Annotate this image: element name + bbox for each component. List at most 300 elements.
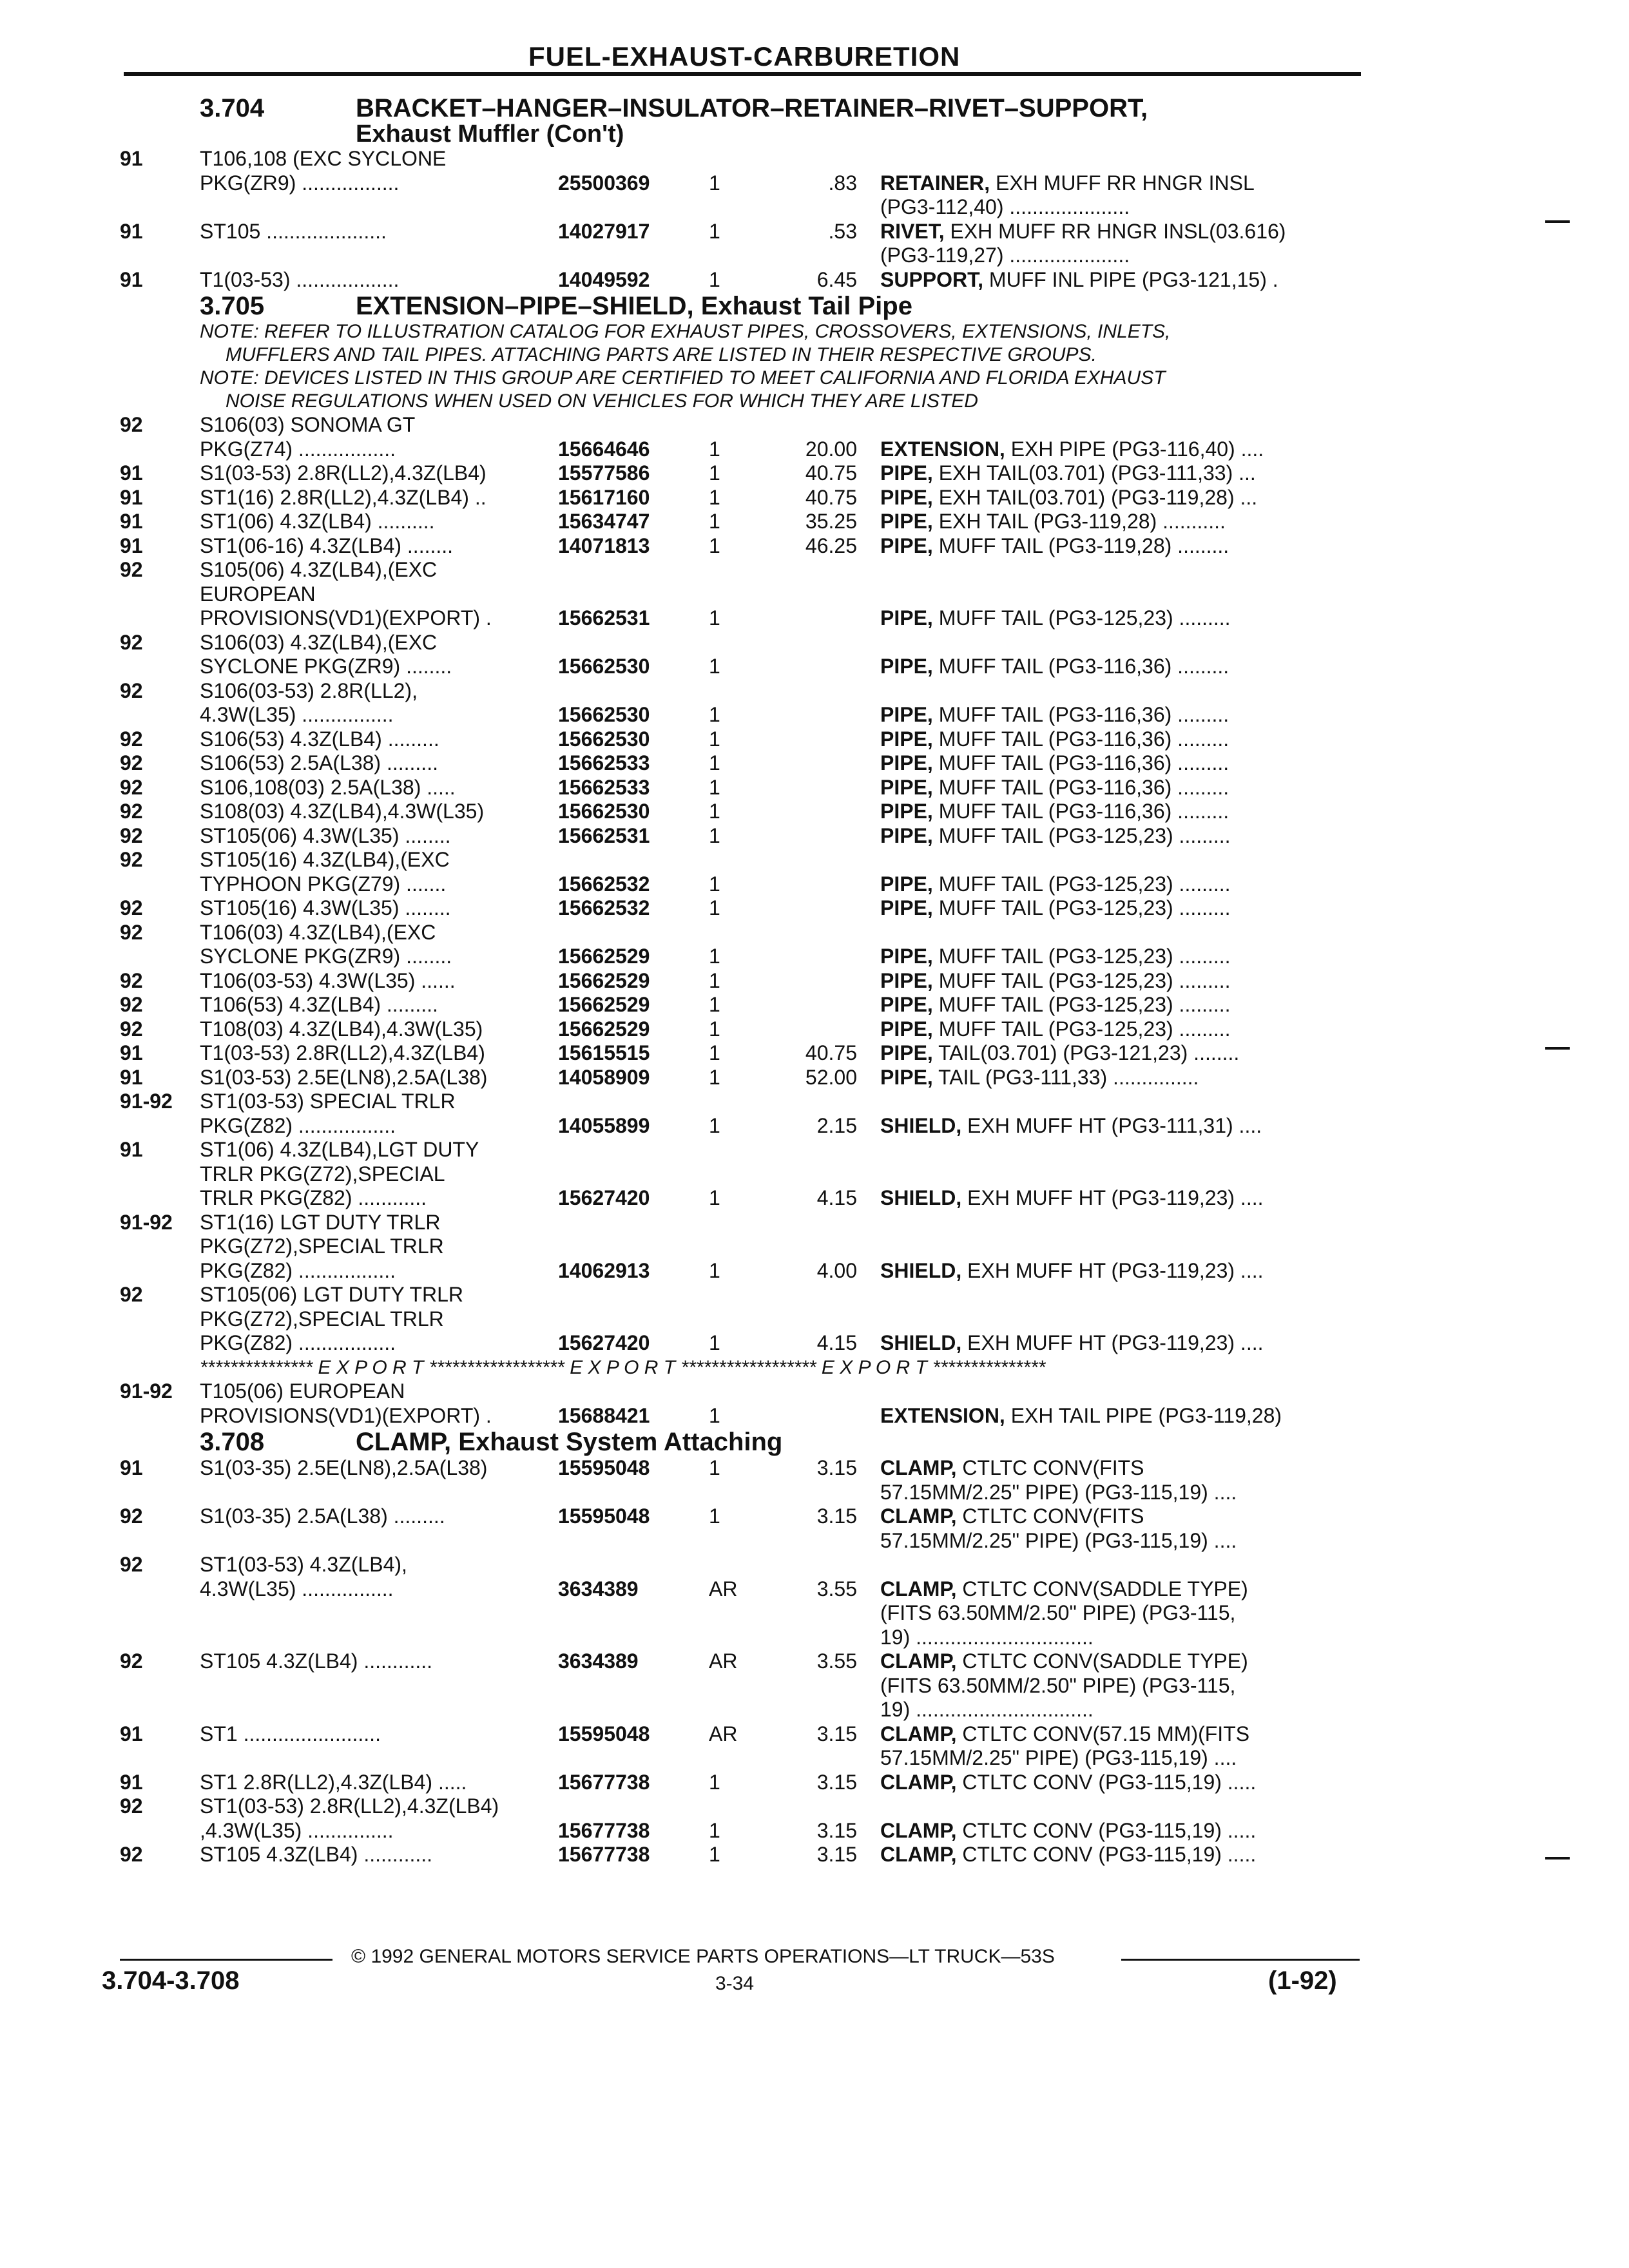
part-number: 3634389 bbox=[558, 1577, 639, 1600]
section-title: Exhaust Muffler (Con't) bbox=[356, 120, 624, 148]
part-name bbox=[880, 1722, 1249, 1747]
margin-mark bbox=[1545, 220, 1570, 223]
figure-number: 91 bbox=[120, 510, 143, 533]
usage-description: T105(06) EUROPEAN bbox=[200, 1379, 405, 1403]
part-number: 15662533 bbox=[558, 751, 650, 774]
quantity: 1 bbox=[709, 945, 720, 968]
figure-number: 92 bbox=[120, 1283, 143, 1306]
part-row bbox=[0, 1456, 1629, 1481]
part-name-detail: EXH MUFF HT (PG3-111,31) .... bbox=[961, 1113, 1262, 1137]
section-title: BRACKET–HANGER–INSULATOR–RETAINER–RIVET–SUPPORT, bbox=[356, 94, 1148, 122]
price: 4.00 bbox=[816, 1258, 857, 1282]
section-range: 3.704-3.708 bbox=[102, 1966, 240, 1995]
part-name-detail: CTLTC CONV(SADDLE TYPE) bbox=[956, 1577, 1248, 1600]
price: 4.15 bbox=[816, 1331, 857, 1354]
part-row bbox=[0, 945, 1629, 969]
figure-number: 92 bbox=[120, 727, 143, 751]
part-row bbox=[0, 800, 1629, 824]
part-number: 15662531 bbox=[558, 823, 650, 847]
figure-number: 91 bbox=[120, 1041, 143, 1064]
part-name-bold: PIPE, bbox=[880, 1065, 933, 1089]
part-row bbox=[0, 1698, 1629, 1722]
part-row bbox=[0, 1307, 1629, 1332]
part-row bbox=[0, 582, 1629, 607]
section-number: 3.705 bbox=[200, 292, 265, 320]
usage-description: PKG(Z72),SPECIAL TRLR bbox=[200, 1235, 444, 1258]
part-name bbox=[880, 1404, 1282, 1428]
figure-number: 91 bbox=[120, 485, 143, 509]
part-row bbox=[0, 437, 1629, 462]
price: 40.75 bbox=[805, 1041, 857, 1064]
part-row bbox=[0, 1504, 1629, 1529]
usage-description: PKG(ZR9) ................. bbox=[200, 171, 400, 195]
figure-number: 92 bbox=[120, 993, 143, 1016]
figure-number: 92 bbox=[120, 1553, 143, 1576]
part-name-bold: CLAMP, bbox=[880, 1577, 957, 1600]
part-row bbox=[0, 1819, 1629, 1843]
part-name-detail: EXH TAIL(03.701) (PG3-111,33) ... bbox=[932, 461, 1256, 485]
figure-number: 92 bbox=[120, 558, 143, 581]
part-number: 15662530 bbox=[558, 727, 650, 751]
part-name bbox=[880, 1843, 1256, 1867]
figure-number: 92 bbox=[120, 896, 143, 919]
part-name-bold: PIPE, bbox=[880, 533, 933, 557]
figure-number: 91-92 bbox=[120, 1379, 173, 1403]
part-row bbox=[0, 1722, 1629, 1747]
part-number: 15662530 bbox=[558, 655, 650, 678]
quantity: 1 bbox=[709, 655, 720, 678]
part-row bbox=[0, 1626, 1629, 1650]
quantity: 1 bbox=[709, 606, 720, 629]
price: 52.00 bbox=[805, 1065, 857, 1089]
part-name-bold: EXTENSION, bbox=[880, 437, 1005, 461]
part-row bbox=[0, 1481, 1629, 1505]
part-row bbox=[0, 244, 1629, 268]
part-name-bold: CLAMP, bbox=[880, 1649, 957, 1673]
part-row bbox=[0, 824, 1629, 849]
usage-description: ST105(16) 4.3Z(LB4),(EXC bbox=[200, 848, 450, 871]
page-number: 3-34 bbox=[715, 1973, 755, 1994]
quantity: 1 bbox=[709, 703, 720, 726]
part-name-bold: RIVET, bbox=[880, 219, 945, 243]
part-name bbox=[880, 606, 1231, 631]
figure-number: 91-92 bbox=[120, 1210, 173, 1234]
usage-description: ST1(03-53) 2.8R(LL2),4.3Z(LB4) bbox=[200, 1794, 499, 1818]
quantity: 1 bbox=[709, 896, 720, 919]
quantity: 1 bbox=[709, 1041, 720, 1064]
part-name-detail: (FITS 63.50MM/2.50" PIPE) (PG3-115, bbox=[880, 1601, 1236, 1624]
part-name-detail: MUFF TAIL (PG3-125,23) ......... bbox=[932, 993, 1231, 1016]
part-row bbox=[0, 1553, 1629, 1577]
part-row bbox=[0, 1649, 1629, 1674]
usage-description: PKG(Z72),SPECIAL TRLR bbox=[200, 1307, 444, 1331]
part-row bbox=[0, 1601, 1629, 1626]
price: 3.15 bbox=[816, 1770, 857, 1794]
figure-number: 91 bbox=[120, 533, 143, 557]
part-row bbox=[0, 1529, 1629, 1553]
note-text: NOISE REGULATIONS WHEN USED ON VEHICLES FOR WHICH THEY ARE LISTED bbox=[226, 390, 978, 412]
usage-description: TRLR PKG(Z82) ............ bbox=[200, 1186, 427, 1209]
usage-description: ST1 2.8R(LL2),4.3Z(LB4) ..... bbox=[200, 1770, 467, 1794]
quantity: 1 bbox=[709, 1403, 720, 1427]
part-name-bold: CLAMP, bbox=[880, 1722, 957, 1745]
section-heading-continued bbox=[0, 122, 1629, 147]
part-row bbox=[0, 1746, 1629, 1771]
part-name-bold: PIPE, bbox=[880, 872, 933, 896]
part-name-detail: MUFF TAIL (PG3-116,36) ......... bbox=[932, 703, 1229, 726]
usage-description: S1(03-35) 2.5E(LN8),2.5A(L38) bbox=[200, 1456, 488, 1479]
usage-description: PROVISIONS(VD1)(EXPORT) . bbox=[200, 1403, 492, 1427]
part-number: 15662533 bbox=[558, 775, 650, 799]
section-heading bbox=[0, 94, 1629, 122]
figure-number: 92 bbox=[120, 920, 143, 944]
part-name-detail: MUFF TAIL (PG3-116,36) ......... bbox=[932, 751, 1229, 774]
part-name bbox=[880, 1819, 1256, 1843]
part-name-bold: PIPE, bbox=[880, 727, 933, 751]
part-row bbox=[0, 969, 1629, 994]
figure-number: 92 bbox=[120, 1843, 143, 1866]
part-name-detail: 57.15MM/2.25" PIPE) (PG3-115,19) .... bbox=[880, 1746, 1237, 1769]
part-name bbox=[880, 1186, 1263, 1211]
usage-description: ST1(16) LGT DUTY TRLR bbox=[200, 1210, 441, 1234]
section-heading bbox=[0, 1428, 1629, 1456]
usage-description: SYCLONE PKG(ZR9) ........ bbox=[200, 945, 452, 968]
part-number: 15627420 bbox=[558, 1186, 650, 1209]
figure-number: 91 bbox=[120, 1138, 143, 1161]
quantity: 1 bbox=[709, 1770, 720, 1794]
part-row bbox=[0, 1771, 1629, 1795]
usage-description: T106(53) 4.3Z(LB4) ......... bbox=[200, 993, 438, 1016]
quantity: 1 bbox=[709, 461, 720, 485]
export-divider bbox=[0, 1356, 1629, 1380]
quantity: 1 bbox=[709, 1017, 720, 1041]
quantity: 1 bbox=[709, 775, 720, 799]
part-name-bold: SHIELD, bbox=[880, 1113, 962, 1137]
part-number: 14062913 bbox=[558, 1258, 650, 1282]
part-name bbox=[880, 1259, 1263, 1283]
part-name-detail: MUFF TAIL (PG3-125,23) ......... bbox=[932, 896, 1231, 919]
part-row bbox=[0, 268, 1629, 293]
part-name-detail: 19) ............................... bbox=[880, 1698, 1094, 1721]
part-name bbox=[880, 751, 1229, 776]
usage-description: ST1 ........................ bbox=[200, 1722, 381, 1745]
part-number: 14058909 bbox=[558, 1065, 650, 1089]
part-name-detail: CTLTC CONV(FITS bbox=[956, 1456, 1144, 1479]
part-name-bold: CLAMP, bbox=[880, 1456, 957, 1479]
part-row bbox=[0, 1186, 1629, 1211]
quantity: 1 bbox=[709, 751, 720, 774]
note-text: MUFFLERS AND TAIL PIPES. ATTACHING PARTS ARE LISTED IN THEIR RESPECTIVE GROUPS. bbox=[226, 344, 1097, 365]
part-name-detail: MUFF TAIL (PG3-125,23) ......... bbox=[932, 823, 1231, 847]
copyright-text: © 1992 GENERAL MOTORS SERVICE PARTS OPERATIONS—LT TRUCK—53S bbox=[351, 1946, 1055, 1967]
figure-number: 92 bbox=[120, 800, 143, 823]
part-row bbox=[0, 848, 1629, 872]
quantity: AR bbox=[709, 1649, 738, 1673]
part-row bbox=[0, 1138, 1629, 1162]
price: 3.15 bbox=[816, 1843, 857, 1866]
part-name-bold: SHIELD, bbox=[880, 1258, 962, 1282]
parts-list bbox=[0, 94, 1629, 1867]
part-name-detail: MUFF TAIL (PG3-116,36) ......... bbox=[932, 800, 1229, 823]
part-row bbox=[0, 558, 1629, 582]
part-name-detail: MUFF TAIL (PG3-119,28) ......... bbox=[932, 533, 1229, 557]
figure-number: 91 bbox=[120, 147, 143, 170]
part-name bbox=[880, 824, 1231, 849]
part-number: 15595048 bbox=[558, 1722, 650, 1745]
quantity: 1 bbox=[709, 219, 720, 243]
part-name-bold: SUPPORT, bbox=[880, 267, 984, 291]
usage-description: T108(03) 4.3Z(LB4),4.3W(L35) bbox=[200, 1017, 483, 1041]
part-name bbox=[880, 486, 1257, 510]
figure-number: 92 bbox=[120, 823, 143, 847]
note-line bbox=[0, 343, 1629, 367]
quantity: 1 bbox=[709, 171, 720, 195]
usage-description: S106(03) SONOMA GT bbox=[200, 413, 416, 436]
usage-description: S108(03) 4.3Z(LB4),4.3W(L35) bbox=[200, 800, 485, 823]
price: 2.15 bbox=[816, 1113, 857, 1137]
part-name bbox=[880, 1066, 1199, 1090]
figure-number: 92 bbox=[120, 413, 143, 436]
usage-description: ST105(06) LGT DUTY TRLR bbox=[200, 1283, 464, 1306]
part-number: 15577586 bbox=[558, 461, 650, 485]
usage-description: ST1(06-16) 4.3Z(LB4) ........ bbox=[200, 533, 454, 557]
quantity: 1 bbox=[709, 1843, 720, 1866]
part-name bbox=[880, 1504, 1144, 1529]
usage-description: PKG(Z82) ................. bbox=[200, 1331, 396, 1354]
part-row bbox=[0, 1235, 1629, 1259]
note-line bbox=[0, 320, 1629, 343]
part-row bbox=[0, 631, 1629, 655]
usage-description: ST1(06) 4.3Z(LB4),LGT DUTY bbox=[200, 1138, 479, 1161]
part-name bbox=[880, 268, 1278, 293]
part-name-detail: CTLTC CONV (PG3-115,19) ..... bbox=[956, 1818, 1257, 1842]
price: 6.45 bbox=[816, 267, 857, 291]
price: 20.00 bbox=[805, 437, 857, 461]
part-name-detail: MUFF TAIL (PG3-116,36) ......... bbox=[932, 775, 1229, 799]
part-row bbox=[0, 1090, 1629, 1114]
price: 3.55 bbox=[816, 1577, 857, 1600]
part-name-detail: EXH MUFF HT (PG3-119,23) .... bbox=[961, 1258, 1264, 1282]
part-row bbox=[0, 679, 1629, 704]
part-name bbox=[880, 461, 1256, 486]
part-name-bold: PIPE, bbox=[880, 461, 933, 485]
price: 35.25 bbox=[805, 510, 857, 533]
part-name bbox=[880, 993, 1231, 1017]
part-name-detail: MUFF TAIL (PG3-125,23) ......... bbox=[932, 606, 1231, 629]
price: 3.15 bbox=[816, 1504, 857, 1528]
margin-mark bbox=[1545, 1857, 1570, 1860]
quantity: 1 bbox=[709, 1818, 720, 1842]
part-name-bold: PIPE, bbox=[880, 485, 933, 509]
usage-description: ST1(03-53) 4.3Z(LB4), bbox=[200, 1553, 407, 1576]
quantity: 1 bbox=[709, 1456, 720, 1479]
part-name-bold: PIPE, bbox=[880, 993, 933, 1016]
section-heading bbox=[0, 292, 1629, 320]
price: 46.25 bbox=[805, 533, 857, 557]
part-name bbox=[880, 945, 1231, 969]
part-number: 15662529 bbox=[558, 945, 650, 968]
part-name-detail: CTLTC CONV(57.15 MM)(FITS bbox=[956, 1722, 1250, 1745]
part-row bbox=[0, 1259, 1629, 1283]
usage-description: SYCLONE PKG(ZR9) ........ bbox=[200, 655, 452, 678]
part-number: 15677738 bbox=[558, 1818, 650, 1842]
part-name-detail: EXH MUFF HT (PG3-119,23) .... bbox=[961, 1331, 1264, 1354]
revision-date: (1-92) bbox=[1268, 1966, 1337, 1995]
part-name bbox=[880, 1017, 1231, 1042]
part-number: 15677738 bbox=[558, 1843, 650, 1866]
part-row bbox=[0, 1674, 1629, 1698]
part-row bbox=[0, 1404, 1629, 1428]
part-number: 15627420 bbox=[558, 1331, 650, 1354]
usage-description: ST1(06) 4.3Z(LB4) .......... bbox=[200, 510, 435, 533]
part-row bbox=[0, 1331, 1629, 1356]
part-name-detail: CTLTC CONV(SADDLE TYPE) bbox=[956, 1649, 1248, 1673]
usage-description: T106(03-53) 4.3W(L35) ...... bbox=[200, 968, 456, 992]
quantity: 1 bbox=[709, 1065, 720, 1089]
part-name-bold: PIPE, bbox=[880, 655, 933, 678]
part-row bbox=[0, 1379, 1629, 1404]
footer-rule-left bbox=[120, 1959, 333, 1961]
quantity: 1 bbox=[709, 872, 720, 896]
usage-description: T106,108 (EXC SYCLONE bbox=[200, 147, 447, 170]
part-row bbox=[0, 1843, 1629, 1867]
part-name-bold: CLAMP, bbox=[880, 1504, 957, 1528]
part-row bbox=[0, 776, 1629, 800]
part-row bbox=[0, 486, 1629, 510]
part-row bbox=[0, 727, 1629, 752]
part-row bbox=[0, 461, 1629, 486]
section-title: EXTENSION–PIPE–SHIELD, Exhaust Tail Pipe bbox=[356, 292, 912, 320]
usage-description: S106(03-53) 2.8R(LL2), bbox=[200, 678, 418, 702]
part-name bbox=[880, 1649, 1248, 1674]
part-row bbox=[0, 1114, 1629, 1139]
price: 40.75 bbox=[805, 461, 857, 485]
figure-number: 92 bbox=[120, 775, 143, 799]
part-name-detail: MUFF TAIL (PG3-116,36) ......... bbox=[932, 727, 1229, 751]
part-name-detail: EXH TAIL(03.701) (PG3-119,28) ... bbox=[932, 485, 1258, 509]
quantity: AR bbox=[709, 1577, 738, 1600]
usage-description: PKG(Z82) ................. bbox=[200, 1113, 396, 1137]
figure-number: 91-92 bbox=[120, 1090, 173, 1113]
section-number: 3.708 bbox=[200, 1428, 265, 1456]
part-number: 3634389 bbox=[558, 1649, 639, 1673]
part-name bbox=[880, 244, 1130, 268]
part-name-bold: SHIELD, bbox=[880, 1186, 962, 1209]
part-name-bold: PIPE, bbox=[880, 1041, 933, 1064]
usage-description: S106,108(03) 2.5A(L38) ..... bbox=[200, 775, 456, 799]
part-name-bold: CLAMP, bbox=[880, 1843, 957, 1866]
part-name-detail: 57.15MM/2.25" PIPE) (PG3-115,19) .... bbox=[880, 1528, 1237, 1552]
part-name-detail: MUFF INL PIPE (PG3-121,15) . bbox=[983, 267, 1278, 291]
usage-description: ST1(16) 2.8R(LL2),4.3Z(LB4) .. bbox=[200, 485, 487, 509]
part-name-detail: EXH TAIL PIPE (PG3-119,28) bbox=[1005, 1403, 1282, 1427]
part-name-detail: (PG3-112,40) ..................... bbox=[880, 195, 1130, 218]
part-name-detail: MUFF TAIL (PG3-125,23) ......... bbox=[932, 1017, 1231, 1041]
part-name bbox=[880, 872, 1231, 897]
part-row bbox=[0, 896, 1629, 921]
figure-number: 91 bbox=[120, 1722, 143, 1745]
part-name bbox=[880, 1626, 1094, 1650]
figure-number: 92 bbox=[120, 678, 143, 702]
part-name-detail: EXH MUFF RR HNGR INSL bbox=[990, 171, 1255, 195]
part-name-bold: PIPE, bbox=[880, 703, 933, 726]
usage-description: PKG(Z82) ................. bbox=[200, 1258, 396, 1282]
part-row bbox=[0, 413, 1629, 437]
part-name-detail: MUFF TAIL (PG3-125,23) ......... bbox=[932, 945, 1231, 968]
part-name-detail: CTLTC CONV (PG3-115,19) ..... bbox=[956, 1770, 1257, 1794]
part-name bbox=[880, 1529, 1237, 1553]
part-number: 14055899 bbox=[558, 1113, 650, 1137]
usage-description: ST1(03-53) SPECIAL TRLR bbox=[200, 1090, 456, 1113]
price: 3.55 bbox=[816, 1649, 857, 1673]
quantity: 1 bbox=[709, 1258, 720, 1282]
figure-number: 92 bbox=[120, 1649, 143, 1673]
price: 3.15 bbox=[816, 1456, 857, 1479]
note-text: NOTE: REFER TO ILLUSTRATION CATALOG FOR EXHAUST PIPES, CROSSOVERS, EXTENSIONS, INLETS, bbox=[200, 321, 1171, 342]
quantity: AR bbox=[709, 1722, 738, 1745]
part-name-detail: EXH MUFF RR HNGR INSL(03.616) bbox=[944, 219, 1286, 243]
figure-number: 91 bbox=[120, 1456, 143, 1479]
part-name-bold: PIPE, bbox=[880, 751, 933, 774]
usage-description: PKG(Z74) ................. bbox=[200, 437, 396, 461]
part-name bbox=[880, 727, 1229, 752]
part-name-detail: MUFF TAIL (PG3-116,36) ......... bbox=[932, 655, 1229, 678]
figure-number: 91 bbox=[120, 267, 143, 291]
part-row bbox=[0, 195, 1629, 220]
part-name bbox=[880, 510, 1226, 534]
usage-description: 4.3W(L35) ................ bbox=[200, 703, 394, 726]
part-number: 15634747 bbox=[558, 510, 650, 533]
quantity: 1 bbox=[709, 823, 720, 847]
quantity: 1 bbox=[709, 1186, 720, 1209]
part-name-detail: (PG3-119,27) ..................... bbox=[880, 244, 1130, 267]
part-name bbox=[880, 1456, 1144, 1481]
part-row bbox=[0, 1041, 1629, 1066]
part-name-detail: EXH MUFF HT (PG3-119,23) .... bbox=[961, 1186, 1264, 1209]
quantity: 1 bbox=[709, 533, 720, 557]
part-row bbox=[0, 510, 1629, 534]
figure-number: 91 bbox=[120, 219, 143, 243]
part-name bbox=[880, 1601, 1235, 1626]
footer-rule-right bbox=[1121, 1959, 1360, 1961]
part-number: 15595048 bbox=[558, 1504, 650, 1528]
part-number: 15662529 bbox=[558, 993, 650, 1016]
quantity: 1 bbox=[709, 1331, 720, 1354]
usage-description: TRLR PKG(Z72),SPECIAL bbox=[200, 1162, 445, 1186]
part-row bbox=[0, 1162, 1629, 1187]
part-name bbox=[880, 220, 1286, 244]
part-row bbox=[0, 1066, 1629, 1090]
part-number: 15662532 bbox=[558, 896, 650, 919]
part-number: 15595048 bbox=[558, 1456, 650, 1479]
usage-description: S106(03) 4.3Z(LB4),(EXC bbox=[200, 630, 438, 654]
part-number: 25500369 bbox=[558, 171, 650, 195]
part-name bbox=[880, 1481, 1237, 1505]
figure-number: 92 bbox=[120, 751, 143, 774]
usage-description: T1(03-53) 2.8R(LL2),4.3Z(LB4) bbox=[200, 1041, 485, 1064]
part-row bbox=[0, 872, 1629, 897]
part-name-detail: CTLTC CONV (PG3-115,19) ..... bbox=[956, 1843, 1257, 1866]
part-row bbox=[0, 147, 1629, 171]
part-row bbox=[0, 171, 1629, 196]
usage-description: ST105(16) 4.3W(L35) ........ bbox=[200, 896, 451, 919]
price: 3.15 bbox=[816, 1818, 857, 1842]
part-name bbox=[880, 1698, 1094, 1722]
part-row bbox=[0, 220, 1629, 244]
part-row bbox=[0, 921, 1629, 945]
margin-mark bbox=[1545, 1047, 1570, 1050]
part-name bbox=[880, 195, 1130, 220]
